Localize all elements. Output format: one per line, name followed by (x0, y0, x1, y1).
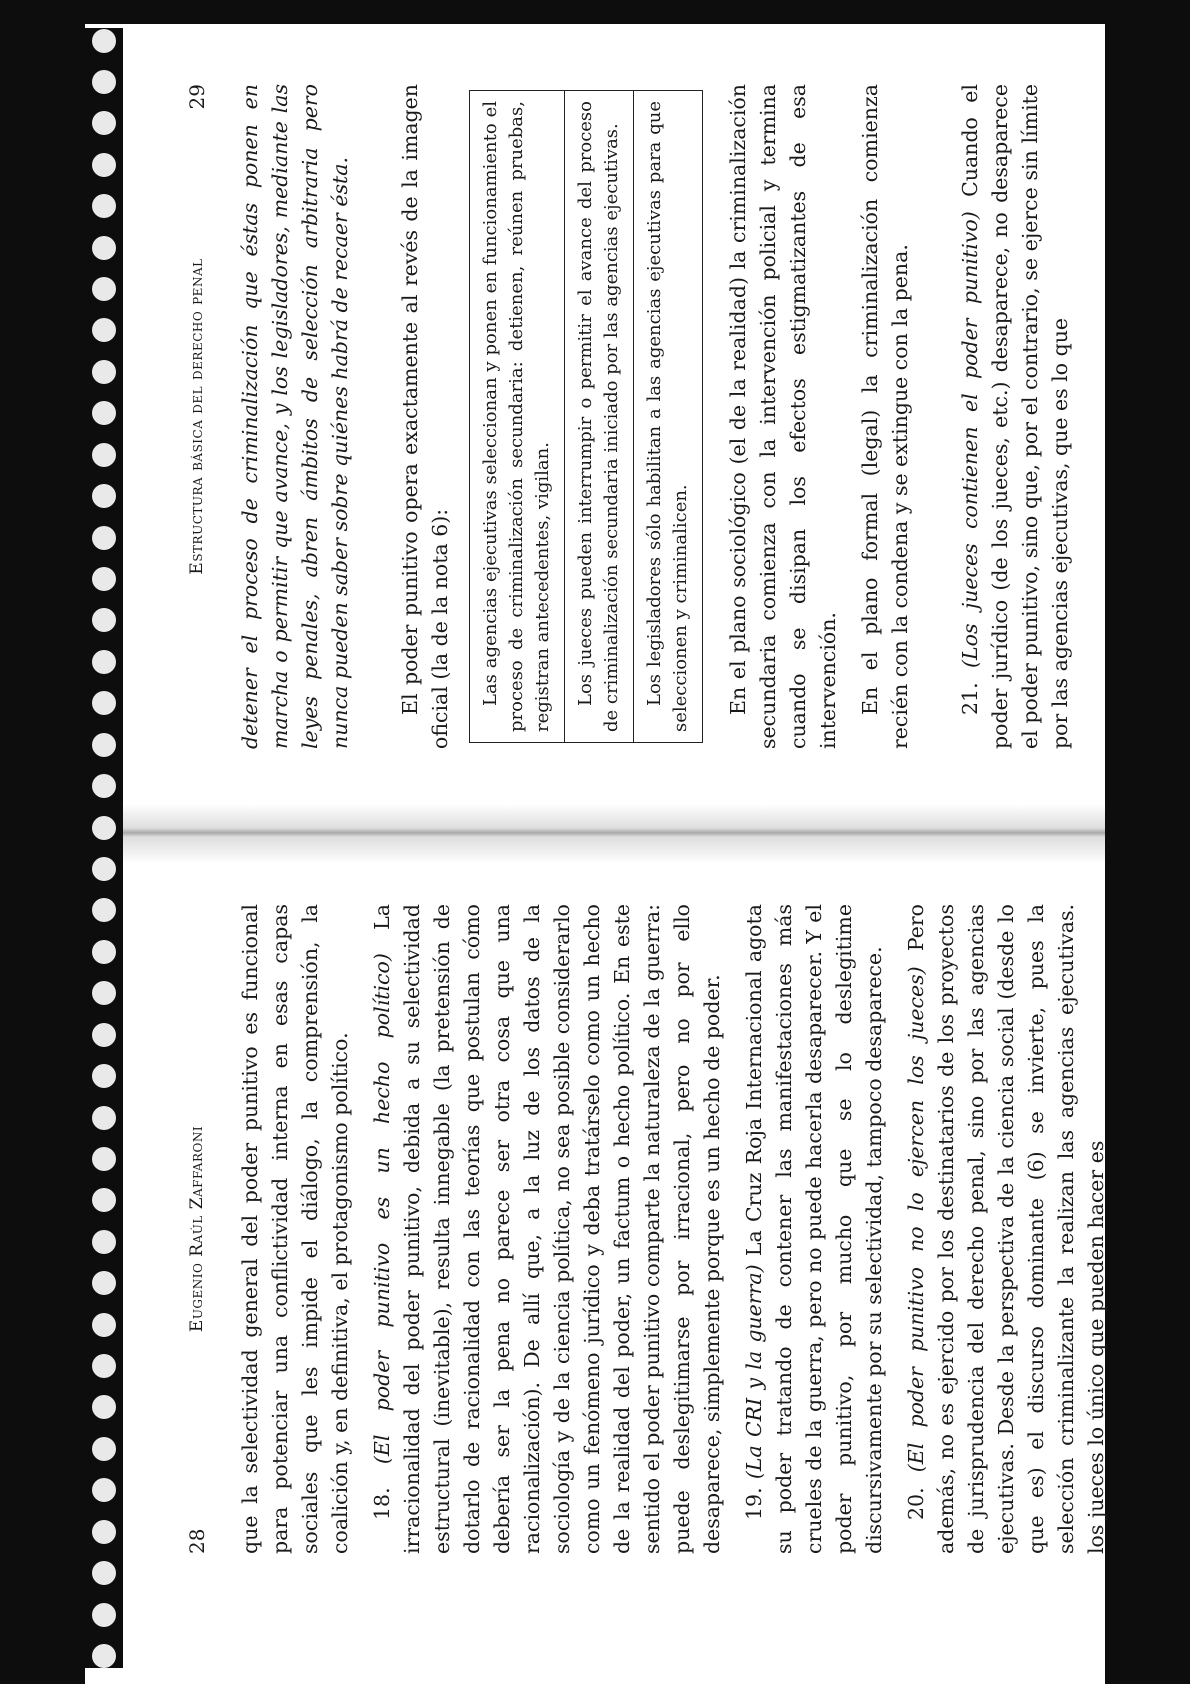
punch-hole (92, 1230, 116, 1254)
book-gutter (123, 804, 1105, 864)
punch-hole (92, 1437, 116, 1461)
left-paragraph-19 (739, 904, 889, 1554)
paragraph-text: La Cruz Roja Internacional agota su poder tratando de contener las manifestaciones más crueles de la guerra, pero no puede hacerla desaparecer. Y el poder punitivo, por mucho que se lo deslegitime discursivamente por su selectividad, tampoco desaparece. (742, 904, 886, 1554)
note-box-row-agencies: Las agencias ejecutivas seleccionan y ponen en funcionamiento el proceso de criminalización secundaria: detienen, reúnen pruebas, registran antecedentes, vigilan. (470, 91, 565, 742)
punch-hole (92, 898, 116, 922)
punch-hole (92, 1395, 116, 1419)
paragraph-heading: (La CRI y la guerra) (742, 1264, 766, 1480)
paragraph-number: 21. (958, 682, 982, 715)
right-body-text (235, 84, 1087, 749)
book-spread (85, 24, 1108, 1684)
punch-hole (92, 1188, 116, 1212)
punch-hole (92, 1064, 116, 1088)
paragraph-number: 18. (370, 1487, 394, 1520)
section-gap (927, 84, 955, 749)
paragraph-heading: (El poder punitivo es un hecho político) (370, 953, 394, 1465)
paragraph-heading: (El poder punitivo no lo ejercen los jueces) (904, 966, 928, 1473)
right-opening-paragraph: detener el proceso de criminalización que éstas ponen en marcha o permitir que avance, y los legisladores, mediante las leyes penales, abren ámbitos de selección arbitraria pero nunca pueden saber sobre quiénes habrá de recaer ésta. (238, 84, 352, 749)
punch-hole (92, 153, 116, 177)
punch-hole (92, 691, 116, 715)
right-running-head (185, 44, 215, 789)
note-box (469, 90, 703, 743)
left-page-number: 28 (185, 1528, 209, 1554)
left-running-head (185, 864, 215, 1594)
right-page (123, 44, 1103, 789)
punch-hole (92, 816, 116, 840)
punch-hole (92, 277, 116, 301)
left-paragraph-0 (235, 904, 355, 1554)
punch-hole (92, 1644, 116, 1668)
punch-hole (92, 1478, 116, 1502)
paragraph-number: 19. (742, 1487, 766, 1520)
note-box-row-judges: Los jueces pueden interrumpir o permitir el avance del proceso de criminalización secundaria iniciado por las agencias ejecutivas. (565, 91, 634, 742)
right-plane-formal: En el plano formal (legal) la criminalización comienza recién con la condena y se extingue con la pena. (858, 84, 912, 749)
punch-hole (92, 70, 116, 94)
right-paragraph-21 (955, 84, 1075, 749)
punch-hole (92, 443, 116, 467)
punch-hole (92, 526, 116, 550)
paragraph-text: que la selectividad general del poder punitivo es funcional para potenciar una conflictividad interna en esas capas sociales que les impide el diálogo, la comprensión, la coalición y, en definitiva, el protagonismo político. (238, 904, 352, 1554)
punch-hole (92, 29, 116, 53)
punch-hole (92, 1147, 116, 1171)
punch-hole (92, 111, 116, 135)
left-running-title: Eugenio Raúl Zaffaroni (187, 1125, 207, 1333)
punch-hole (92, 1271, 116, 1295)
punch-hole (92, 981, 116, 1005)
left-body-text (235, 904, 1123, 1554)
paragraph-text: Cuando el poder jurídico (de los jueces, etc.) desaparece, no desaparece el poder punitivo, sino que, por el contrario, se ejerce sin límite por las agencias ejecutivas, que es lo que (958, 84, 1072, 749)
right-plane-sociological: En el plano sociológico (el de la realidad) la criminalización secundaria comienza con la intervención policial y termina cuando se disipan los efectos estigmatizantes de esa intervención. (726, 84, 840, 749)
punch-hole (92, 236, 116, 260)
paragraph-heading: (Los jueces contienen el poder punitivo) (958, 211, 982, 668)
left-paragraph-20 (901, 904, 1111, 1554)
paragraph-number: 20. (904, 1487, 928, 1520)
left-paragraph-18 (367, 904, 727, 1554)
punch-hole (92, 1354, 116, 1378)
punch-hole (92, 1023, 116, 1047)
binder-punch-holes (85, 28, 123, 1668)
punch-hole (92, 857, 116, 881)
paragraph-text: La irracionalidad del poder punitivo, debida a su selectividad estructural (inevitable), resulta innegable (la pretensión de dotarlo de racionalidad con las teorías que postulan cómo debería ser la pena no parece ser otra cosa que una racionalización). De allí que, a la luz de los datos de la sociología y de la ciencia política, no sea posible considerarlo como un fenómeno jurídico y deba tratárselo como un hecho de la realidad del poder, un factum o hecho político. En este sentido el poder punitivo comparte la naturaleza de la guerra: puede deslegitimarse por irracional, pero no por ello desaparece, simplemente porque es un hecho de poder. (370, 904, 724, 1554)
punch-hole (92, 733, 116, 757)
section-gap (367, 84, 395, 749)
right-intro-paragraph: El poder punitivo opera exactamente al revés de la imagen oficial (la de la nota 6): (398, 84, 452, 749)
punch-hole (92, 360, 116, 384)
right-running-title: Estructura básica del derecho penal (187, 258, 207, 575)
right-page-number: 29 (185, 84, 209, 110)
punch-hole (92, 319, 116, 343)
paragraph-text: Pero además, no es ejercido por los destinatarios de los proyectos de jurisprudencia del derecho penal, sino por las agencias ejecutivas. Desde la perspectiva de la ciencia social (desde lo que es) el discurso dominante (6) se invierte, pues la selección criminalizante la realizan las agencias ejecutivas. los jueces lo único que pueden hacer es (904, 904, 1108, 1554)
punch-hole (92, 1520, 116, 1544)
punch-hole (92, 1106, 116, 1130)
punch-hole (92, 567, 116, 591)
punch-hole (92, 484, 116, 508)
punch-hole (92, 401, 116, 425)
punch-hole (92, 1561, 116, 1585)
left-page (123, 864, 1108, 1594)
punch-hole (92, 1603, 116, 1627)
punch-hole (92, 940, 116, 964)
punch-hole (92, 1313, 116, 1337)
note-box-row-legislators: Los legisladores sólo habilitan a las agencias ejecutivas para que seleccionen y criminalicen. (644, 101, 691, 732)
punch-hole (92, 608, 116, 632)
punch-hole (92, 650, 116, 674)
punch-hole (92, 774, 116, 798)
punch-hole (92, 194, 116, 218)
